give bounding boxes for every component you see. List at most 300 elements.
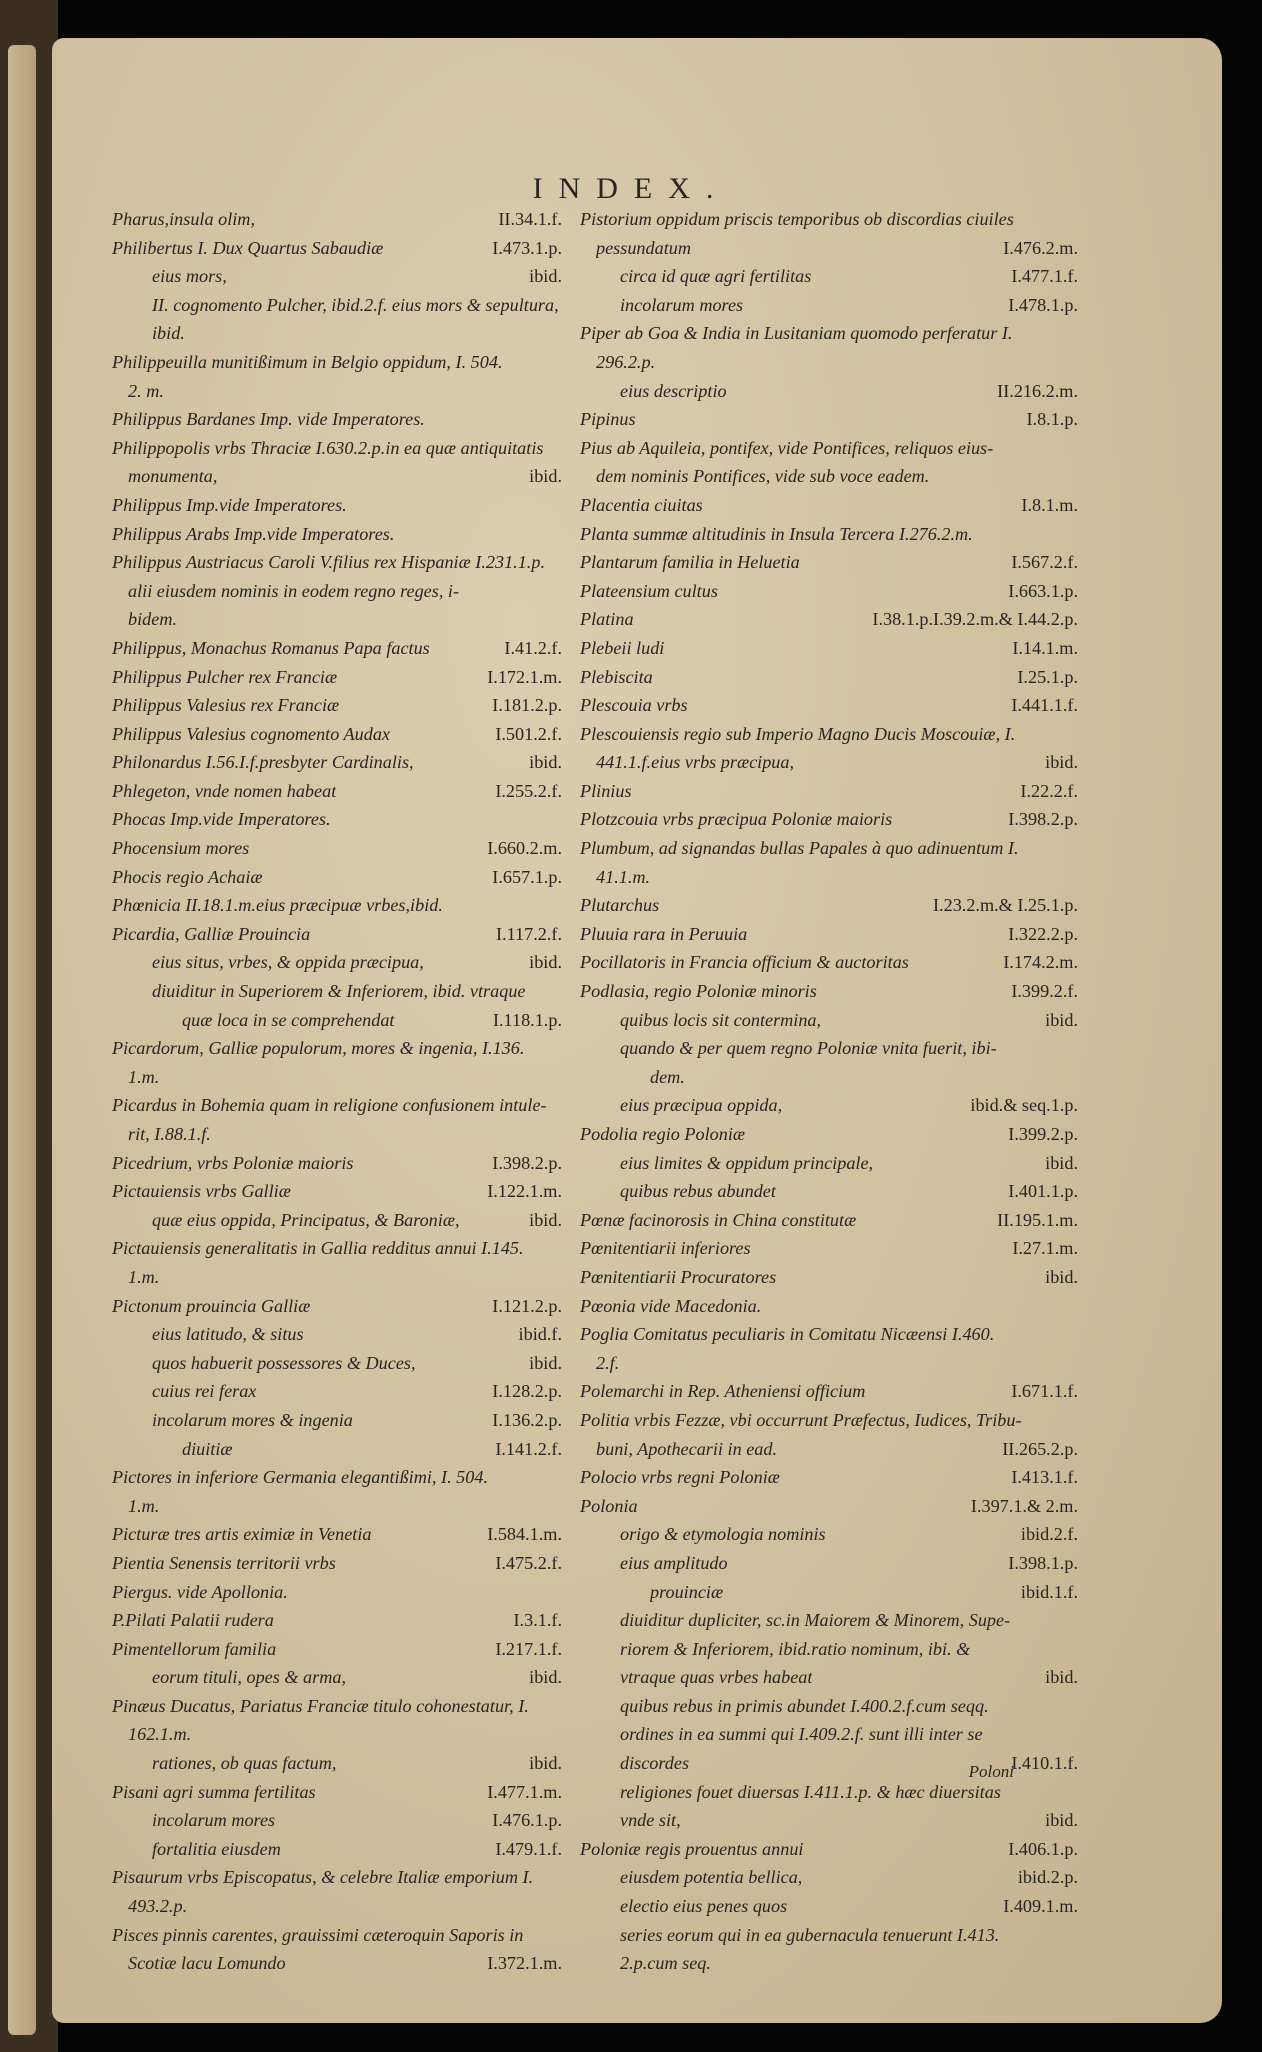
entry-text: incolarum mores xyxy=(620,294,744,315)
entry-text: eius amplitudo xyxy=(620,1552,728,1573)
index-entry xyxy=(112,237,562,266)
index-entry xyxy=(580,580,1078,609)
index-entry xyxy=(580,808,1078,837)
entry-reference: I.399.2.f. xyxy=(1011,981,1078,1002)
entry-text: Philibertus I. Dux Quartus Sabaudiæ xyxy=(112,237,384,258)
entry-text: Plebiscita xyxy=(580,666,653,687)
index-entry xyxy=(580,351,1078,380)
entry-text: dem nominis Pontifices, vide sub voce eadem. xyxy=(596,466,930,487)
entry-text: Picardus in Bohemia quam in religione confusionem intule- xyxy=(112,1095,547,1116)
index-entry xyxy=(580,723,1078,752)
index-entry xyxy=(112,1438,562,1467)
index-entry xyxy=(580,1009,1078,1038)
index-entry xyxy=(580,494,1078,523)
entry-reference: ibid. xyxy=(529,752,562,773)
index-entry xyxy=(580,666,1078,695)
entry-text: Pœnitentiarii inferiores xyxy=(580,1238,751,1259)
book-left-edge xyxy=(0,0,58,2052)
entry-text: series eorum qui in ea gubernacula tenuerunt I.413. xyxy=(620,1924,1000,1945)
entry-text: origo & etymologia nominis xyxy=(620,1524,826,1545)
index-entry xyxy=(580,237,1078,266)
entry-text: Podolia regio Poloniæ xyxy=(580,1124,746,1144)
index-entry xyxy=(580,1924,1078,1953)
index-entry xyxy=(112,923,562,952)
index-entry xyxy=(580,1695,1078,1724)
index-entry xyxy=(580,1809,1078,1838)
entry-text: Pœnæ facinorosis in China constitutæ xyxy=(580,1209,857,1230)
entry-reference: ibid. xyxy=(529,1753,562,1774)
entry-reference: ibid. xyxy=(529,266,562,287)
entry-reference: I.660.2.m. xyxy=(487,838,562,859)
index-entry xyxy=(112,437,562,466)
entry-reference: I.136.2.p. xyxy=(492,1409,562,1430)
index-entry xyxy=(112,1638,562,1667)
index-entry xyxy=(580,1152,1078,1181)
entry-reference: I.473.1.p. xyxy=(492,237,562,258)
index-entry xyxy=(580,551,1078,580)
entry-text: Plateensium cultus xyxy=(580,580,718,601)
entry-text: ibid. xyxy=(152,323,185,344)
entry-text: discordes xyxy=(620,1753,690,1774)
entry-reference: ibid.1.f. xyxy=(1020,1581,1078,1602)
entry-text: vnde sit, xyxy=(620,1810,681,1831)
entry-reference: I.122.1.m. xyxy=(487,1181,562,1202)
index-entry xyxy=(580,294,1078,323)
entry-text: Philippus Austriacus Caroli V.filius rex Hispaniæ I.231.1.p. xyxy=(112,552,545,573)
entry-reference: I.399.2.p. xyxy=(1008,1124,1078,1144)
index-entry xyxy=(580,322,1078,351)
entry-reference: I.475.2.f. xyxy=(495,1552,562,1573)
index-entry xyxy=(580,951,1078,980)
entry-text: Picedrium, vrbs Poloniæ maioris xyxy=(112,1152,354,1173)
entry-reference: I.413.1.f. xyxy=(1011,1467,1078,1488)
entry-text: Plebeii ludi xyxy=(580,637,665,658)
catchword: Poloni xyxy=(968,1762,1014,1781)
index-entry xyxy=(112,1152,562,1181)
index-entry xyxy=(112,1380,562,1409)
index-entry xyxy=(580,837,1078,866)
entry-reference: I.478.1.p. xyxy=(1008,294,1078,315)
entry-text: Pluuia rara in Peruuia xyxy=(580,923,748,944)
entry-text: 41.1.m. xyxy=(596,866,651,887)
index-entry xyxy=(580,380,1078,409)
entry-text: Picardorum, Galliæ populorum, mores & ingenia, I.136. xyxy=(112,1038,525,1059)
entry-reference: ibid. xyxy=(529,466,562,487)
index-entry xyxy=(112,294,562,323)
index-entry xyxy=(112,1838,562,1867)
index-entry xyxy=(112,1094,562,1123)
index-entry xyxy=(112,265,562,294)
entry-text: Platina xyxy=(580,609,634,630)
entry-text: quando & per quem regno Poloniæ vnita fuerit, ibi- xyxy=(620,1038,997,1059)
entry-text: pessundatum xyxy=(596,237,691,258)
index-entry xyxy=(580,923,1078,952)
index-entry xyxy=(580,1237,1078,1266)
index-entry xyxy=(580,265,1078,294)
entry-text: religiones fouet diuersas I.411.1.p. & hæc diuersitas xyxy=(620,1781,1001,1802)
entry-text: Piergus. vide Apollonia. xyxy=(112,1581,288,1602)
index-entry xyxy=(112,980,562,1009)
index-entry xyxy=(112,666,562,695)
index-entry xyxy=(112,1295,562,1324)
entry-reference: I.398.2.p. xyxy=(492,1152,562,1173)
entry-text: rit, I.88.1.f. xyxy=(128,1124,211,1144)
index-entry xyxy=(112,1866,562,1895)
index-entry xyxy=(580,1066,1078,1095)
index-entry xyxy=(580,1895,1078,1924)
entry-text: incolarum mores xyxy=(152,1810,276,1831)
entry-reference: ibid. xyxy=(529,1352,562,1373)
index-entry xyxy=(112,723,562,752)
entry-reference: ibid.2.f. xyxy=(1020,1524,1078,1545)
entry-text: quibus rebus abundet xyxy=(620,1181,776,1202)
entry-text: eiusdem potentia bellica, xyxy=(620,1867,803,1888)
index-entry xyxy=(112,1552,562,1581)
entry-reference: ibid. xyxy=(1045,752,1078,773)
entry-text: Placentia ciuitas xyxy=(580,494,703,515)
entry-reference: I.322.2.p. xyxy=(1008,923,1078,944)
entry-reference: I.118.1.p. xyxy=(492,1009,562,1030)
index-entry xyxy=(112,694,562,723)
entry-reference: I.3.1.f. xyxy=(513,1610,562,1631)
entry-text: incolarum mores & ingenia xyxy=(152,1409,353,1430)
index-entry xyxy=(112,1495,562,1524)
entry-text: electio eius penes quos xyxy=(620,1896,788,1917)
index-entry xyxy=(580,751,1078,780)
index-entry xyxy=(112,351,562,380)
entry-text: Picardia, Galliæ Prouincia xyxy=(112,923,311,944)
index-entry xyxy=(580,1552,1078,1581)
index-entry xyxy=(580,866,1078,895)
entry-text: Pisaurum vrbs Episcopatus, & celebre Italiæ emporium I. xyxy=(112,1867,534,1888)
entry-text: 296.2.p. xyxy=(596,351,656,372)
entry-text: 2.f. xyxy=(596,1352,620,1373)
entry-text: Pientia Senensis territorii vrbs xyxy=(112,1552,336,1573)
index-entry xyxy=(580,1323,1078,1352)
entry-reference: I.584.1.m. xyxy=(487,1524,562,1545)
entry-reference: I.663.1.p. xyxy=(1008,580,1078,601)
index-entry xyxy=(112,637,562,666)
entry-reference: I.671.1.f. xyxy=(1011,1381,1078,1402)
entry-text: Philippus Imp.vide Imperatores. xyxy=(112,494,347,515)
entry-reference: I.117.2.f. xyxy=(495,923,562,944)
index-entry xyxy=(112,866,562,895)
index-entry xyxy=(580,637,1078,666)
index-entry xyxy=(580,1638,1078,1667)
entry-text: quæ loca in se comprehendat xyxy=(182,1009,395,1030)
index-entry xyxy=(580,1094,1078,1123)
index-entry xyxy=(580,980,1078,1009)
index-entry xyxy=(580,780,1078,809)
entry-reference: I.372.1.m. xyxy=(487,1953,562,1974)
index-entry xyxy=(580,1866,1078,1895)
entry-text: bidem. xyxy=(128,609,177,630)
entry-text: alii eiusdem nominis in eodem regno reges, i- xyxy=(128,580,460,601)
entry-text: Philippus Pulcher rex Franciæ xyxy=(112,666,338,687)
index-entry xyxy=(112,208,562,237)
index-entry xyxy=(580,1180,1078,1209)
entry-reference: I.398.1.p. xyxy=(1008,1552,1078,1573)
entry-reference: ibid.& seq.1.p. xyxy=(970,1095,1078,1116)
index-entry xyxy=(580,408,1078,437)
entry-text: Planta summæ altitudinis in Insula Tercera I.276.2.m. xyxy=(580,523,973,544)
entry-reference: I.172.1.m. xyxy=(487,666,562,687)
entry-text: Plantarum familia in Heluetia xyxy=(580,552,800,573)
entry-reference: I.141.2.f. xyxy=(495,1438,562,1459)
entry-text: Plotzcouia vrbs præcipua Poloniæ maioris xyxy=(580,809,893,830)
entry-text: quos habuerit possessores & Duces, xyxy=(152,1352,416,1373)
index-entry xyxy=(112,523,562,552)
entry-reference: I.410.1.f. xyxy=(1011,1753,1078,1774)
entry-reference: I.8.1.p. xyxy=(1026,409,1078,430)
entry-reference: I.476.1.p. xyxy=(492,1810,562,1831)
index-entry xyxy=(112,894,562,923)
entry-text: fortalitia eiusdem xyxy=(152,1838,281,1859)
entry-text: II. cognomento Pulcher, ibid.2.f. eius mors & sepultura, xyxy=(152,294,559,315)
entry-reference: II.34.1.f. xyxy=(498,209,562,229)
index-entry xyxy=(112,494,562,523)
entry-text: Philippus Valesius rex Franciæ xyxy=(112,695,340,716)
entry-reference: II.195.1.m. xyxy=(997,1209,1078,1230)
entry-reference: I.477.1.f. xyxy=(1011,266,1078,287)
entry-text: Pimentellorum familia xyxy=(112,1638,277,1659)
index-entry xyxy=(580,608,1078,637)
index-entry xyxy=(112,1781,562,1810)
entry-text: Pocillatoris in Francia officium & auctoritas xyxy=(580,952,909,973)
entry-text: Pictonum prouincia Galliæ xyxy=(112,1295,311,1316)
index-entry xyxy=(112,1752,562,1781)
index-entry xyxy=(112,1952,562,1981)
entry-reference: ibid. xyxy=(529,1667,562,1688)
entry-text: Polemarchi in Rep. Atheniensi officium xyxy=(580,1381,866,1402)
entry-text: 2. m. xyxy=(128,380,164,401)
entry-text: Politia vrbis Fezzæ, vbi occurrunt Præfectus, Iudices, Tribu- xyxy=(580,1409,1022,1430)
entry-reference: I.174.2.m. xyxy=(1003,952,1078,973)
entry-reference: I.479.1.f. xyxy=(495,1838,562,1859)
index-entry xyxy=(580,1352,1078,1381)
entry-reference: ibid.2.p. xyxy=(1017,1867,1078,1888)
index-entry xyxy=(580,1209,1078,1238)
entry-text: 1.m. xyxy=(128,1495,160,1516)
entry-reference: ibid. xyxy=(1045,1009,1078,1030)
index-entry xyxy=(580,1495,1078,1524)
entry-text: Polonia xyxy=(580,1495,638,1516)
index-entry xyxy=(112,1695,562,1724)
entry-text: monumenta, xyxy=(128,466,218,487)
entry-reference: ibid. xyxy=(529,1209,562,1230)
entry-text: Pinæus Ducatus, Pariatus Franciæ titulo cohonestatur, I. xyxy=(112,1695,529,1716)
entry-reference: ibid. xyxy=(1045,1152,1078,1173)
entry-reference: ibid. xyxy=(529,952,562,973)
entry-text: Pistorium oppidum priscis temporibus ob discordias ciuiles xyxy=(580,209,1014,229)
entry-text: quæ eius oppida, Principatus, & Baroniæ, xyxy=(152,1209,460,1230)
index-entry xyxy=(112,1237,562,1266)
index-entry xyxy=(580,694,1078,723)
index-entry xyxy=(112,322,562,351)
entry-text: 1.m. xyxy=(128,1266,160,1287)
entry-text: Plumbum, ad signandas bullas Papales à quo adinuentum I. xyxy=(580,838,1019,859)
entry-reference: I.397.1.& 2.m. xyxy=(970,1495,1078,1516)
entry-text: 493.2.p. xyxy=(128,1896,188,1917)
entry-reference: I.121.2.p. xyxy=(492,1295,562,1316)
entry-reference: I.409.1.m. xyxy=(1003,1896,1078,1917)
index-entry xyxy=(112,1180,562,1209)
entry-text: Pictauiensis generalitatis in Gallia redditus annui I.145. xyxy=(112,1238,524,1259)
index-entry xyxy=(580,1952,1078,1981)
entry-text: diuiditur dupliciter, sc.in Maiorem & Minorem, Supe- xyxy=(620,1610,1011,1631)
entry-text: Pisces pinnis carentes, grauissimi cæteroquin Saporis in xyxy=(112,1924,524,1945)
entry-text: Philippus Arabs Imp.vide Imperatores. xyxy=(112,523,395,544)
index-entry xyxy=(112,1466,562,1495)
entry-text: Phocis regio Achaiæ xyxy=(112,866,263,887)
right-column xyxy=(580,208,1078,1981)
index-entry xyxy=(580,1581,1078,1610)
entry-reference: I.217.1.f. xyxy=(495,1638,562,1659)
entry-reference: I.41.2.f. xyxy=(504,637,562,658)
index-entry xyxy=(112,580,562,609)
index-entry xyxy=(580,208,1078,237)
entry-reference: I.8.1.m. xyxy=(1021,494,1078,515)
index-entry xyxy=(112,1266,562,1295)
entry-text: Plescouia vrbs xyxy=(580,695,688,716)
index-entry xyxy=(112,1066,562,1095)
entry-text: circa id quæ agri fertilitas xyxy=(620,266,812,287)
entry-reference: ibid. xyxy=(1045,1266,1078,1287)
entry-text: 441.1.f.eius vrbs præcipua, xyxy=(596,752,795,773)
index-entry xyxy=(580,1123,1078,1152)
entry-reference: I.14.1.m. xyxy=(1012,637,1078,658)
entry-text: eorum tituli, opes & arma, xyxy=(152,1667,346,1688)
entry-reference: I.128.2.p. xyxy=(492,1381,562,1402)
index-entry xyxy=(580,894,1078,923)
index-entry xyxy=(112,751,562,780)
entry-text: Philippeuilla munitißimum in Belgio oppidum, I. 504. xyxy=(112,351,503,372)
index-entry xyxy=(112,1037,562,1066)
index-entry xyxy=(112,808,562,837)
page-header: INDEX. xyxy=(532,172,730,205)
entry-text: Philippus, Monachus Romanus Papa factus xyxy=(112,637,430,658)
index-entry xyxy=(112,1666,562,1695)
index-entry xyxy=(580,465,1078,494)
entry-reference: I.38.1.p.I.39.2.m.& I.44.2.p. xyxy=(872,609,1078,630)
entry-text: Phlegeton, vnde nomen habeat xyxy=(112,780,337,801)
entry-reference: I.441.1.f. xyxy=(1011,695,1078,716)
entry-text: Pius ab Aquileia, pontifex, vide Pontifices, reliquos eius- xyxy=(580,437,994,458)
entry-text: diuiditur in Superiorem & Inferiorem, ibid. vtraque xyxy=(152,981,526,1002)
index-entry xyxy=(112,551,562,580)
entry-text: riorem & Inferiorem, ibid.ratio nominum, ibi. & xyxy=(620,1638,971,1659)
entry-text: vtraque quas vrbes habeat xyxy=(620,1667,813,1688)
entry-text: 2.p.cum seq. xyxy=(620,1953,711,1974)
index-entry xyxy=(112,951,562,980)
index-entry xyxy=(112,408,562,437)
index-entry xyxy=(112,1581,562,1610)
index-entry xyxy=(580,1295,1078,1324)
entry-text: Plescouiensis regio sub Imperio Magno Ducis Moscouiæ, I. xyxy=(580,723,1016,744)
entry-text: Phœnicia II.18.1.m.eius præcipuæ vrbes,ibid. xyxy=(112,895,443,916)
entry-reference: ibid.f. xyxy=(518,1324,562,1345)
entry-text: diuitiæ xyxy=(182,1438,233,1459)
index-entry xyxy=(112,1723,562,1752)
entry-text: quibus locis sit contermina, xyxy=(620,1009,822,1030)
entry-text: Pœnitentiarii Procuratores xyxy=(580,1266,777,1287)
entry-text: Poloniæ regis prouentus annui xyxy=(580,1838,804,1859)
index-entry xyxy=(580,1838,1078,1867)
index-entry xyxy=(580,523,1078,552)
index-entry xyxy=(112,1209,562,1238)
index-entry xyxy=(580,1723,1078,1752)
entry-text: Plutarchus xyxy=(580,895,660,916)
index-entry xyxy=(580,1037,1078,1066)
entry-text: eius præcipua oppida, xyxy=(620,1095,783,1116)
entry-text: Piper ab Goa & India in Lusitaniam quomodo perferatur I. xyxy=(580,323,1013,344)
index-entry xyxy=(580,1781,1078,1810)
entry-reference: I.255.2.f. xyxy=(495,780,562,801)
entry-text: rationes, ob quas factum, xyxy=(152,1753,337,1774)
entry-text: ordines in ea summi qui I.409.2.f. sunt illi inter se xyxy=(620,1724,983,1745)
index-entry xyxy=(580,1380,1078,1409)
entry-reference: I.406.1.p. xyxy=(1008,1838,1078,1859)
entry-reference: I.25.1.p. xyxy=(1017,666,1078,687)
index-entry xyxy=(112,1809,562,1838)
index-entry xyxy=(112,1409,562,1438)
entry-reference: II.216.2.m. xyxy=(997,380,1078,401)
entry-text: Philippus Bardanes Imp. vide Imperatores. xyxy=(112,409,425,430)
entry-text: eius latitudo, & situs xyxy=(152,1324,304,1345)
entry-reference: I.401.1.p. xyxy=(1008,1181,1078,1202)
index-entry xyxy=(112,1924,562,1953)
entry-text: Polocio vrbs regni Poloniæ xyxy=(580,1467,780,1488)
index-entry xyxy=(112,1523,562,1552)
index-entry xyxy=(112,1895,562,1924)
index-entry xyxy=(580,437,1078,466)
entry-text: 1.m. xyxy=(128,1066,160,1087)
entry-text: eius descriptio xyxy=(620,380,727,401)
entry-reference: I.27.1.m. xyxy=(1012,1238,1078,1259)
index-entry xyxy=(112,1123,562,1152)
entry-text: eius mors, xyxy=(152,266,227,287)
entry-text: Phocensium mores xyxy=(112,838,250,859)
entry-text: quibus rebus in primis abundet I.400.2.f.cum seqq. xyxy=(620,1695,989,1716)
index-entry xyxy=(112,1609,562,1638)
index-entry xyxy=(112,1352,562,1381)
index-entry xyxy=(580,1266,1078,1295)
index-entry xyxy=(580,1409,1078,1438)
index-entry xyxy=(580,1438,1078,1467)
entry-reference: I.477.1.m. xyxy=(487,1781,562,1802)
index-entry xyxy=(112,1009,562,1038)
entry-text: Pictores in inferiore Germania elegantißimi, I. 504. xyxy=(112,1467,488,1488)
entry-text: dem. xyxy=(650,1066,685,1087)
index-entry xyxy=(580,1466,1078,1495)
index-entry xyxy=(112,380,562,409)
entry-text: 162.1.m. xyxy=(128,1724,192,1745)
entry-reference: I.657.1.p. xyxy=(492,866,562,887)
entry-text: Picturæ tres artis eximiæ in Venetia xyxy=(112,1524,372,1545)
entry-reference: ibid. xyxy=(1045,1667,1078,1688)
left-column xyxy=(112,208,562,1981)
index-entry xyxy=(112,780,562,809)
entry-reference: I.23.2.m.& I.25.1.p. xyxy=(933,895,1078,916)
entry-reference: I.22.2.f. xyxy=(1020,780,1078,801)
entry-reference: I.501.2.f. xyxy=(495,723,562,744)
entry-text: Podlasia, regio Poloniæ minoris xyxy=(580,981,817,1002)
entry-text: Plinius xyxy=(580,780,632,801)
index-entry xyxy=(580,1523,1078,1552)
index-entry xyxy=(112,837,562,866)
entry-text: Pictauiensis vrbs Galliæ xyxy=(112,1181,291,1202)
entry-text: eius limites & oppidum principale, xyxy=(620,1152,874,1173)
